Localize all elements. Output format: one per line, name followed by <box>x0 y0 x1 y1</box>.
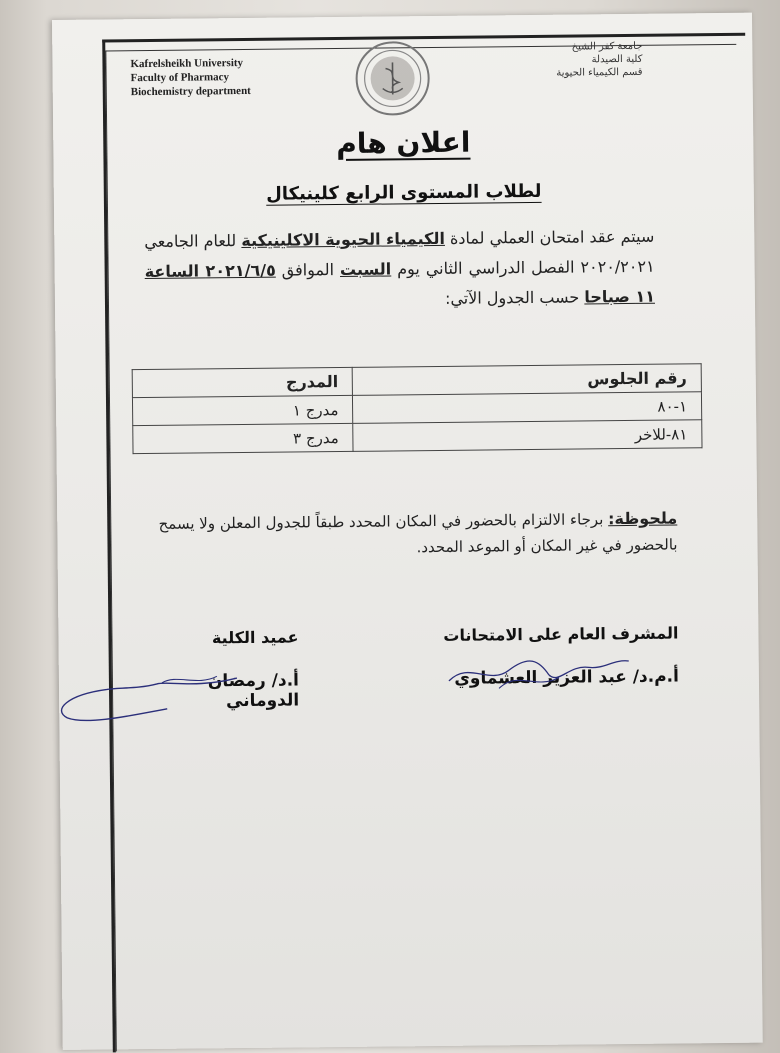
department-name-en: Biochemistry department <box>130 84 251 99</box>
faculty-name-ar: كلية الصيدلة <box>591 53 643 66</box>
body-text-4: حسب الجدول الآتي: <box>444 287 585 308</box>
announcement-title-text: اعلان هام <box>336 125 471 161</box>
seat-range-cell: ١-٨٠ <box>353 392 702 424</box>
body-text-2: للعام الجامعي ٢٠٢٠/٢٠٢١ الفصل الدراسي الثاني يوم <box>144 231 655 279</box>
schedule-table <box>132 363 703 454</box>
body-text-3: الموافق <box>275 259 341 280</box>
university-name-ar: جامعة كفر الشيخ <box>571 40 643 53</box>
dean-signature-scribble <box>47 658 258 730</box>
faculty-name-en: Faculty of Pharmacy <box>130 71 230 85</box>
department-name-ar: قسم الكيمياء الحيوية <box>556 66 643 79</box>
body-text-1: سيتم عقد امتحان العملي لمادة <box>444 226 655 248</box>
university-name-en: Kafrelsheikh University <box>130 57 244 71</box>
dean-name: أ.د/ رمضان الدوماني <box>207 670 300 712</box>
column-header-seat-number: رقم الجلوس <box>353 364 702 396</box>
note-label: ملحوظة: <box>607 508 678 529</box>
column-header-hall: المدرج <box>132 367 353 397</box>
header-arabic <box>522 40 642 80</box>
hall-cell: مدرج ١ <box>132 395 353 425</box>
exam-day: السبت <box>339 259 392 279</box>
header-english <box>130 56 250 99</box>
subject-name: الكيمياء الحيوية الاكلينيكية <box>241 228 446 251</box>
supervisor-role: المشرف العام على الامتحانات <box>443 623 679 645</box>
supervisor-signature-scribble <box>439 639 640 701</box>
announcement-body <box>144 222 655 317</box>
exam-date-time: ٢٠٢١/٦/٥ الساعة ١١ صباحا <box>144 260 656 307</box>
document-sheet <box>52 13 763 1050</box>
table-row <box>133 420 702 454</box>
note-paragraph <box>147 505 678 563</box>
hall-cell: مدرج ٣ <box>133 423 354 453</box>
announcement-subtitle-text: لطلاب المستوى الرابع كلينيكال <box>266 180 542 205</box>
supervisor-name: أ.م.د/ عبد العزيز العشماوي <box>454 666 680 689</box>
note-text: برجاء الالتزام بالحضور في المكان المحدد طبقاً للجدول المعلن ولا يسمح بالحضور في غير المكان أو الموعد المحدد. <box>158 510 678 557</box>
university-seal-logo <box>352 38 433 119</box>
seat-range-cell: ٨١-للاخر <box>353 420 702 452</box>
dean-role: عميد الكلية <box>211 627 299 648</box>
